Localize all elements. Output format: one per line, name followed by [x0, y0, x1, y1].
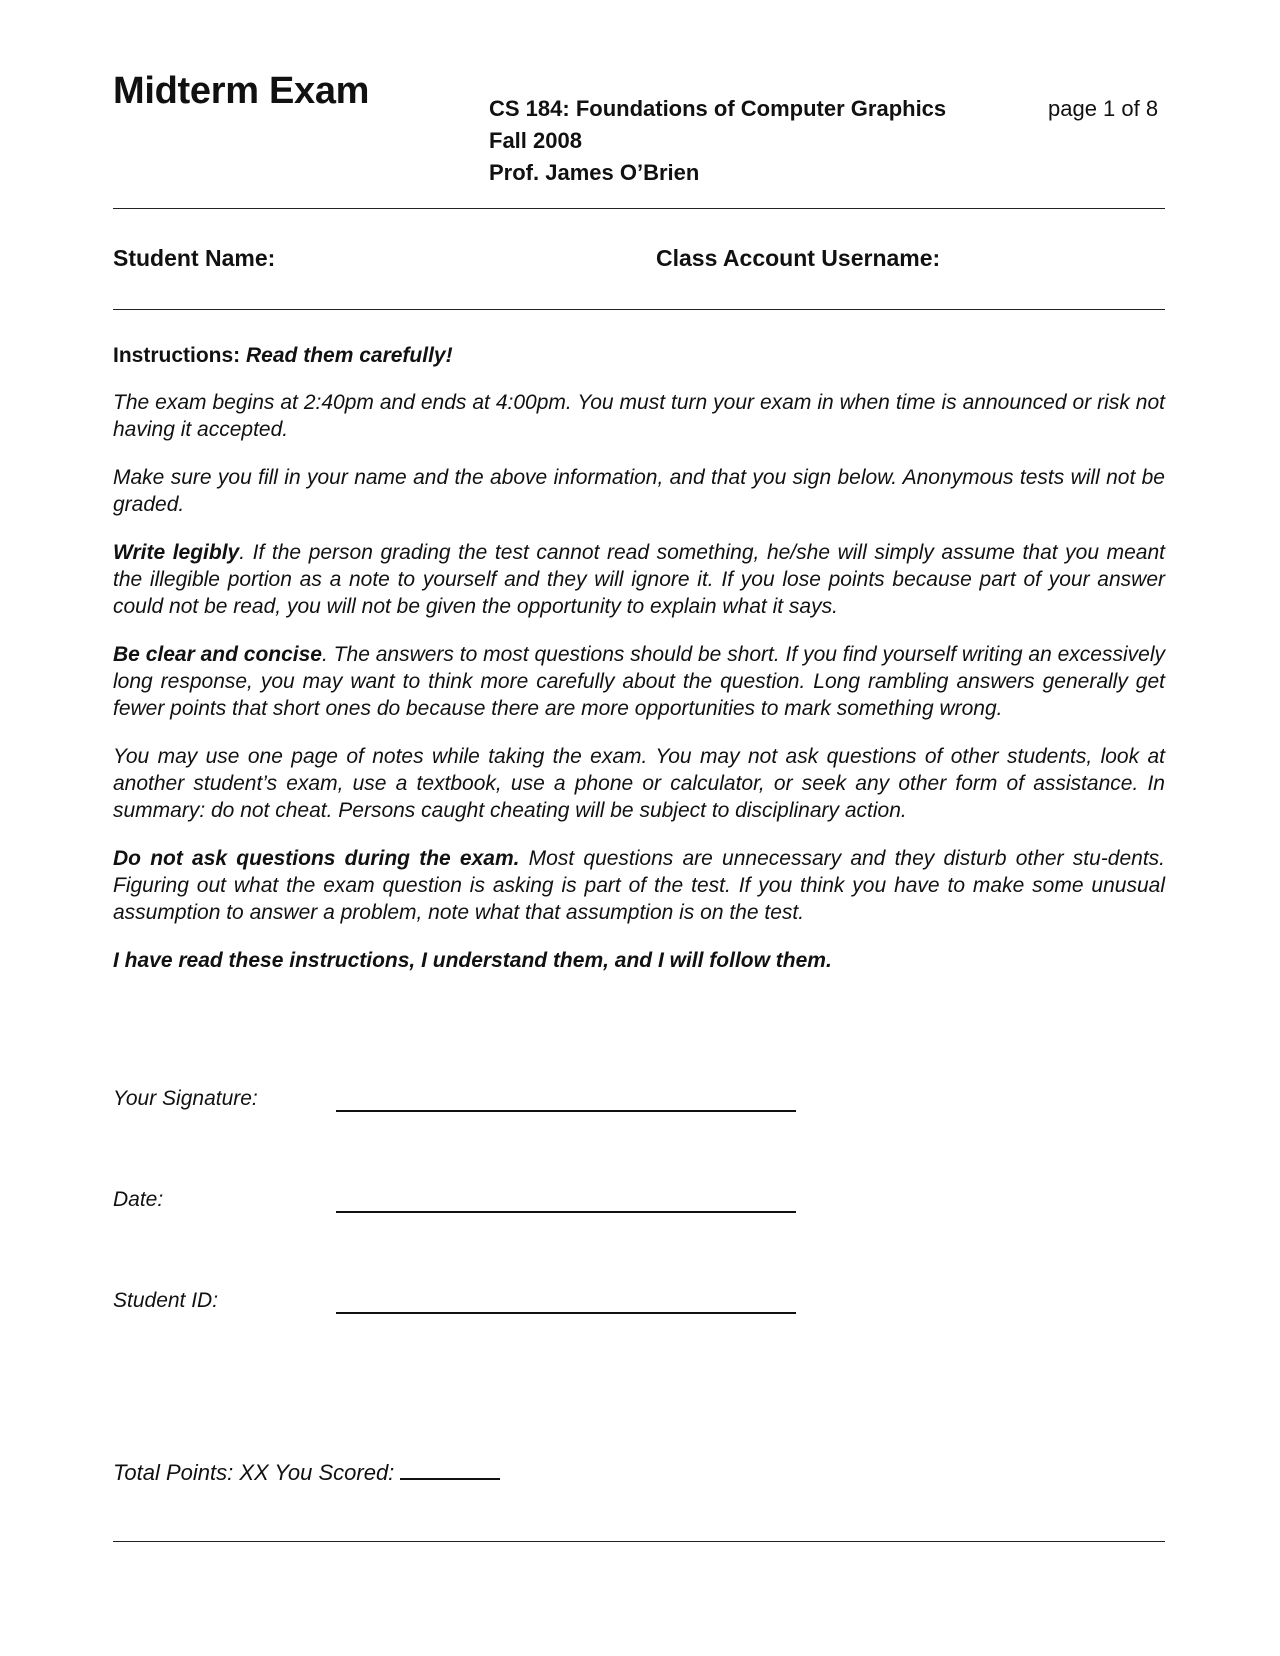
fields-divider: [113, 309, 1165, 310]
score-label: Total Points: XX You Scored:: [113, 1460, 395, 1485]
pledge-statement: I have read these instructions, I understand them, and I will follow them.: [113, 949, 832, 972]
concise-text: . The answers to most questions should be short. If you find yourself writing an excessively long response, you may want to think more carefully about the question. Long rambling answers generally get fewer points that short ones do because there are more opportunities to mark something wrong.: [113, 643, 1165, 720]
concise-emphasis: Be clear and concise: [113, 643, 322, 666]
date-line[interactable]: [336, 1211, 796, 1213]
instruction-cheating: You may use one page of notes while taking the exam. You may not ask questions of other students, look at another student’s exam, use a textbook, use a phone or calculator, or seek any other form of assistance. In summary: do not cheat. Persons caught cheating will be subject to disciplinary action.: [113, 745, 1165, 822]
course-name: CS 184: Foundations of Computer Graphics: [489, 96, 947, 121]
footer-divider: [113, 1541, 1165, 1542]
instructions-heading: [113, 342, 1165, 369]
course-professor: Prof. James O’Brien: [489, 160, 700, 185]
student-name-label: Student Name:: [113, 245, 276, 271]
signature-label: Your Signature:: [113, 1087, 258, 1110]
course-term: Fall 2008: [489, 128, 582, 153]
instructions-block: [113, 342, 1165, 995]
page-number: page 1 of 8: [1048, 96, 1159, 121]
instruction-concise: [113, 641, 1165, 722]
questions-emphasis: Do not ask questions during the exam.: [113, 847, 520, 870]
instruction-name: Make sure you fill in your name and the above information, and that you sign below. Anonymous tests will not be graded.: [113, 466, 1165, 516]
score-blank[interactable]: [400, 1456, 500, 1480]
date-label: Date:: [113, 1188, 164, 1211]
course-info: [489, 93, 946, 189]
instructions-heading-label: Instructions:: [113, 344, 247, 367]
score-summary: [113, 1456, 500, 1486]
class-account-label: Class Account Username:: [656, 245, 941, 271]
legibility-text: . If the person grading the test cannot read something, he/she will simply assume that you meant the illegible portion as a note to yourself and they will ignore it. If you lose points because part of your answer could not be read, you will not be given the opportunity to explain what it says.: [113, 541, 1165, 618]
instruction-legibility: [113, 539, 1165, 620]
questions-text: Most questions are unnecessary and they disturb other stu-dents. Figuring out what the exam question is asking is part of the test. If you think you have to make some unusual assumption to answer a problem, note what that assumption is on the test.: [113, 847, 1165, 924]
instruction-timing: The exam begins at 2:40pm and ends at 4:00pm. You must turn your exam in when time is announced or risk not having it accepted.: [113, 391, 1165, 441]
signature-line[interactable]: [336, 1110, 796, 1112]
instructions-heading-emphasis: Read them carefully!: [246, 344, 453, 367]
exam-title: Midterm Exam: [113, 70, 370, 112]
instruction-questions: [113, 845, 1165, 926]
student-id-label: Student ID:: [113, 1289, 219, 1312]
legibility-emphasis: Write legibly: [113, 541, 240, 564]
header-divider: [113, 208, 1165, 209]
student-id-line[interactable]: [336, 1312, 796, 1314]
